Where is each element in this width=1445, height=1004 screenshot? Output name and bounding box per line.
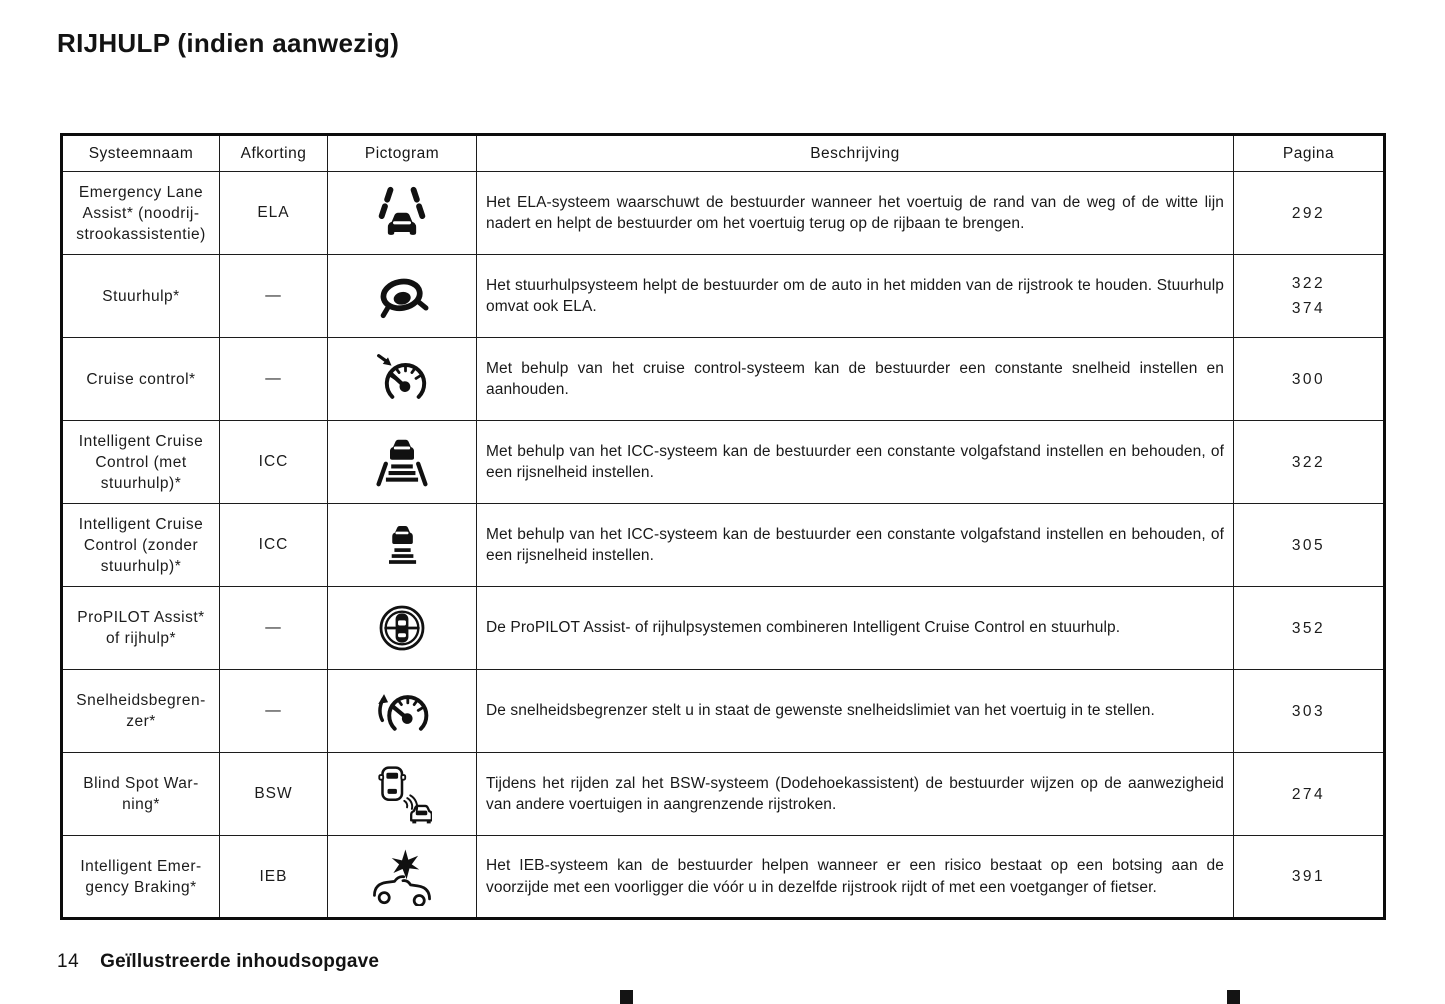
table-row-ieb (62, 836, 1385, 919)
description-cell: Met behulp van het cruise control-systeem kan de bestuurder een constante snelheid instellen en aanhouden. (477, 338, 1234, 421)
pictogram-cell (328, 587, 477, 670)
print-registration-mark-right (1227, 990, 1240, 1004)
abbreviation-cell: ICC (220, 421, 328, 504)
abbreviation-cell: ICC (220, 504, 328, 587)
abbreviation-cell: — (220, 338, 328, 421)
description-cell: Met behulp van het ICC-systeem kan de bestuurder een constante volgafstand instellen en behouden, of een rijsnelheid instellen. (477, 504, 1234, 587)
header-systeemnaam: Systeemnaam (62, 135, 220, 172)
page-cell: 391 (1234, 836, 1385, 919)
page-cell: 300 (1234, 338, 1385, 421)
system-name-cell: Intelligent Cruise Control (met stuurhulp)* (62, 421, 220, 504)
header-pictogram: Pictogram (328, 135, 477, 172)
description-cell: Tijdens het rijden zal het BSW-systeem (Dodehoekassistent) de bestuurder wijzen op de aanwezigheid van andere voertuigen in aangrenzende rijstroken. (477, 753, 1234, 836)
page-cell: 274 (1234, 753, 1385, 836)
lane-assist-icon (371, 186, 433, 240)
table-row-icc-zonder (62, 504, 1385, 587)
pictogram-cell (328, 670, 477, 753)
pictogram-cell (328, 255, 477, 338)
rijhulp-table (60, 133, 1386, 920)
footer-section-title: Geïllustreerde inhoudsopgave (100, 951, 380, 972)
system-name-cell: Emergency Lane Assist* (noodrij-strookassistentie) (62, 172, 220, 255)
system-name-cell: Snelheidsbegren-zer* (62, 670, 220, 753)
description-cell: De ProPILOT Assist- of rijhulpsystemen combineren Intelligent Cruise Control en stuurhulp. (477, 587, 1234, 670)
description-cell: Het ELA-systeem waarschuwt de bestuurder wanneer het voertuig de rand van de weg of de witte lijn nadert en helpt de bestuurder om het voertuig terug op de rijbaan te brengen. (477, 172, 1234, 255)
table-row-propilot (62, 587, 1385, 670)
print-registration-mark-left (620, 990, 633, 1004)
table-row-snelheidsbegrenzer (62, 670, 1385, 753)
system-name-cell: Cruise control* (62, 338, 220, 421)
speed-limiter-icon (373, 683, 431, 739)
system-name-cell: Blind Spot War-ning* (62, 753, 220, 836)
table-row-icc-met (62, 421, 1385, 504)
pictogram-cell (328, 753, 477, 836)
page-cell: 305 (1234, 504, 1385, 587)
table-row-cruise-control (62, 338, 1385, 421)
system-name-cell: ProPILOT Assist* of rijhulp* (62, 587, 220, 670)
icc-with-steering-icon (373, 435, 431, 489)
cruise-control-icon (374, 351, 430, 407)
table-row-ela (62, 172, 1385, 255)
page-title: RIJHULP (indien aanwezig) (57, 28, 400, 58)
abbreviation-cell: — (220, 587, 328, 670)
table-header-row (62, 135, 1385, 172)
steering-wheel-icon (374, 272, 430, 320)
description-cell: De snelheidsbegrenzer stelt u in staat de gewenste snelheidslimiet van het voertuig in te stellen. (477, 670, 1234, 753)
propilot-icon (374, 600, 430, 656)
table-row-stuurhulp (62, 255, 1385, 338)
pictogram-cell (328, 836, 477, 919)
abbreviation-cell: — (220, 255, 328, 338)
page-cell: 292 (1234, 172, 1385, 255)
page-cell: 352 (1234, 587, 1385, 670)
abbreviation-cell: — (220, 670, 328, 753)
blind-spot-warning-icon (372, 763, 432, 825)
abbreviation-cell: IEB (220, 836, 328, 919)
page-cell: 322 374 (1234, 255, 1385, 338)
pictogram-cell (328, 338, 477, 421)
system-name-cell: Intelligent Emer-gency Braking* (62, 836, 220, 919)
table-row-bsw (62, 753, 1385, 836)
rijhulp-table-container (60, 133, 1386, 920)
page-footer (57, 951, 379, 973)
pictogram-cell (328, 421, 477, 504)
abbreviation-cell: ELA (220, 172, 328, 255)
description-cell: Het stuurhulpsysteem helpt de bestuurder om de auto in het midden van de rijstrook te houden. Stuurhulp omvat ook ELA. (477, 255, 1234, 338)
header-afkorting: Afkorting (220, 135, 328, 172)
header-pagina: Pagina (1234, 135, 1385, 172)
icc-without-steering-icon (376, 518, 428, 572)
description-cell: Het IEB-systeem kan de bestuurder helpen wanneer er een risico bestaat op een botsing aan de voorzijde met een voorligger die vóór u in dezelfde rijstrook rijdt of met een voetganger of fietser. (477, 836, 1234, 919)
abbreviation-cell: BSW (220, 753, 328, 836)
description-cell: Met behulp van het ICC-systeem kan de bestuurder een constante volgafstand instellen en behouden, of een rijsnelheid instellen. (477, 421, 1234, 504)
footer-page-number: 14 (57, 951, 80, 972)
system-name-cell: Stuurhulp* (62, 255, 220, 338)
emergency-braking-icon (371, 848, 433, 906)
header-beschrijving: Beschrijving (477, 135, 1234, 172)
pictogram-cell (328, 504, 477, 587)
pictogram-cell (328, 172, 477, 255)
system-name-cell: Intelligent Cruise Control (zonder stuurhulp)* (62, 504, 220, 587)
page-cell: 303 (1234, 670, 1385, 753)
page-cell: 322 (1234, 421, 1385, 504)
